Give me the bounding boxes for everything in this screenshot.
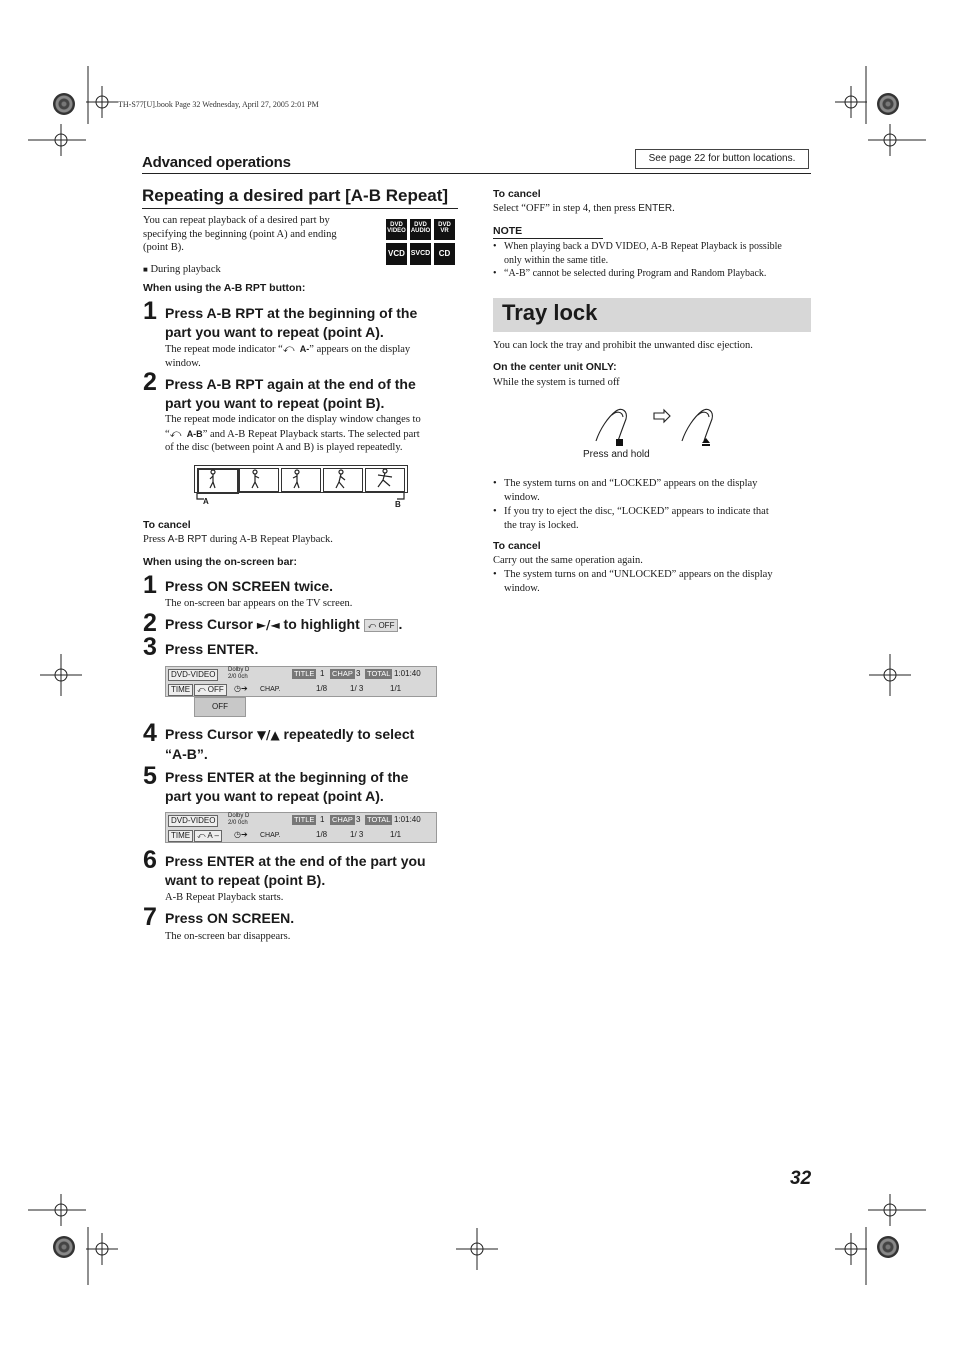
badge-dvd-video: DVD VIDEO: [386, 219, 407, 240]
step-number: 2: [143, 368, 157, 396]
step-note: A-B Repeat Playback starts.: [165, 892, 284, 903]
step-note: The repeat mode indicator “⤺ A-” appears on the display window.: [165, 342, 411, 369]
note-item: • “A-B” cannot be selected during Program and Random Playback.: [504, 267, 766, 281]
tray-lock-heading: Tray lock: [502, 300, 598, 325]
osd-angle: 1/1: [390, 684, 402, 693]
cancel-text: Carry out the same operation again.: [493, 555, 643, 566]
step-title: Press Cursor ▼/▲ repeatedly to select “A-B”.: [165, 726, 415, 762]
osd-title-value: 1: [320, 815, 325, 824]
step-number: 2: [143, 609, 157, 637]
osd-audio-track: 1/8: [316, 684, 328, 693]
osd-subtitle: 1/ 3: [350, 684, 364, 693]
step-title: Press Cursor ►/◄ to highlight ⤺ OFF .: [165, 616, 403, 632]
onscreen-bar-2: [165, 812, 437, 843]
osd-audio-format: Dolby D: [228, 813, 250, 819]
step-title: Press ENTER at the end of the part you want to repeat (point B).: [165, 853, 426, 888]
badge-dvd-vr: DVD VR: [434, 219, 455, 240]
press-hold-caption: Press and hold: [583, 449, 650, 460]
step-title: Press ON SCREEN twice.: [165, 578, 334, 594]
osd-audio-channels: 2/0 0ch: [228, 820, 248, 826]
repeat-icon: ⤺: [197, 685, 206, 694]
center-unit-text: While the system is turned off: [493, 377, 620, 388]
repeat-icon: ⤺: [367, 620, 377, 630]
eject-button-icon: [702, 438, 710, 446]
onscreen-bar-1: [165, 666, 437, 697]
osd-title-label: TITLE: [294, 669, 315, 678]
repeat-icon: ⤺: [282, 342, 295, 355]
step-title: Press A-B RPT again at the end of the part you want to repeat (point B).: [165, 376, 416, 411]
press-hold-illustration: [590, 405, 720, 451]
step-number: 1: [143, 297, 157, 325]
badge-vcd: VCD: [386, 243, 407, 265]
disc-type-badges: [386, 219, 456, 266]
osd-repeat-button[interactable]: ⤺ OFF: [194, 684, 227, 696]
osd-time-button[interactable]: TIME: [168, 830, 193, 842]
osd-repeat-button[interactable]: ⤺ A –: [194, 830, 222, 842]
registration-disc-mark: [877, 93, 899, 115]
badge-dvd-audio: DVD AUDIO: [410, 219, 431, 240]
cancel-subhead: To cancel: [493, 188, 541, 200]
step-note: The on-screen bar appears on the TV screen.: [165, 598, 353, 609]
step-title: Press A-B RPT at the beginning of the part you want to repeat (point A).: [165, 305, 418, 340]
registration-disc-mark: [53, 1236, 75, 1258]
osd-total-value: 1:01:40: [394, 815, 421, 824]
during-playback-label: ■ During playback: [143, 264, 221, 275]
repeat-icon: ⤺: [197, 831, 206, 840]
step-title: Press ENTER.: [165, 641, 259, 657]
badge-svcd: SVCD: [410, 243, 431, 265]
stop-button-icon: [616, 439, 623, 446]
osd-angle: 1/1: [390, 830, 402, 839]
repeat-icon: ⤺: [169, 426, 182, 440]
ab-repeat-intro: You can repeat playback of a desired part by specifying the beginning (point A) and ending (point B).: [143, 215, 337, 253]
tray-lock-bullet: • The system turns on and “LOCKED” appears on the display window.: [504, 477, 757, 504]
osd-chap-value: 3: [356, 815, 361, 824]
page-number: 32: [790, 1168, 812, 1189]
osd-subtitle: 1/ 3: [350, 830, 364, 839]
file-info-line: TH-S77[U].book Page 32 Wednesday, April 27, 2005 2:01 PM: [118, 100, 319, 109]
step-title: Press ON SCREEN.: [165, 910, 295, 926]
tray-lock-cancel-bullet: • The system turns on and “UNLOCKED” appears on the display window.: [504, 568, 773, 595]
step-number: 1: [143, 571, 157, 599]
tray-lock-bullet: • If you try to eject the disc, “LOCKED” appears to indicate that the tray is locked.: [504, 505, 769, 532]
point-b-label: B: [395, 500, 401, 509]
osd-title-label: TITLE: [294, 815, 315, 824]
using-bar-subhead: When using the on-screen bar:: [143, 556, 298, 568]
button-location-reference: See page 22 for button locations.: [635, 149, 809, 169]
note-rule: [493, 238, 603, 239]
step-number: 6: [143, 846, 157, 874]
header-rule: [142, 173, 811, 174]
point-a-label: A: [203, 497, 209, 506]
cancel-subhead: To cancel: [143, 519, 191, 531]
section-title: Advanced operations: [142, 154, 291, 171]
osd-repeat-popup: OFF: [194, 697, 246, 717]
heading-rule: [142, 208, 458, 209]
osd-source: DVD-VIDEO: [168, 669, 218, 681]
osd-audio-track: 1/8: [316, 830, 328, 839]
filmstrip-figures: [194, 465, 406, 509]
osd-total-label: TOTAL: [367, 669, 391, 678]
step-number: 3: [143, 633, 157, 661]
cancel-subhead: To cancel: [493, 540, 541, 552]
repeat-off-highlight: ⤺ OFF: [364, 619, 399, 632]
osd-audio-format: Dolby D: [228, 667, 250, 673]
osd-title-value: 1: [320, 669, 325, 678]
osd-clock-icon: ◷➔: [234, 830, 248, 839]
step-number: 7: [143, 903, 157, 931]
note-heading: NOTE: [493, 225, 523, 237]
osd-chap-mode: CHAP.: [260, 832, 281, 839]
step-note: The repeat mode indicator on the display window changes to “⤺ A-B” and A-B Repeat Playback starts. The selected part of the disc (between point A and B) is played repeatedly.: [165, 414, 421, 453]
osd-clock-icon: ◷➔: [234, 684, 248, 693]
step-number: 4: [143, 719, 157, 747]
step-note: The on-screen bar disappears.: [165, 931, 291, 942]
center-unit-subhead: On the center unit ONLY:: [493, 361, 617, 373]
osd-source: DVD-VIDEO: [168, 815, 218, 827]
osd-chap-mode: CHAP.: [260, 686, 281, 693]
step-number: 5: [143, 762, 157, 790]
ab-repeat-heading: Repeating a desired part [A-B Repeat]: [142, 186, 449, 205]
tray-lock-intro: You can lock the tray and prohibit the unwanted disc ejection.: [493, 340, 753, 351]
cancel-text: Press A-B RPT during A-B Repeat Playback.: [143, 534, 333, 545]
osd-chap-label: CHAP: [332, 815, 353, 824]
osd-total-value: 1:01:40: [394, 669, 421, 678]
osd-time-button[interactable]: TIME: [168, 684, 193, 696]
registration-disc-mark: [53, 93, 75, 115]
osd-chap-value: 3: [356, 669, 361, 678]
registration-disc-mark: [877, 1236, 899, 1258]
note-item: • When playing back a DVD VIDEO, A-B Repeat Playback is possible only within the same title.: [504, 240, 782, 267]
osd-total-label: TOTAL: [367, 815, 391, 824]
osd-audio-channels: 2/0 0ch: [228, 674, 248, 680]
osd-chap-label: CHAP: [332, 669, 353, 678]
badge-cd: CD: [434, 243, 455, 265]
cancel-text: Select “OFF” in step 4, then press ENTER.: [493, 203, 675, 214]
step-title: Press ENTER at the beginning of the part you want to repeat (point A).: [165, 769, 409, 804]
using-button-subhead: When using the A-B RPT button:: [143, 282, 306, 294]
